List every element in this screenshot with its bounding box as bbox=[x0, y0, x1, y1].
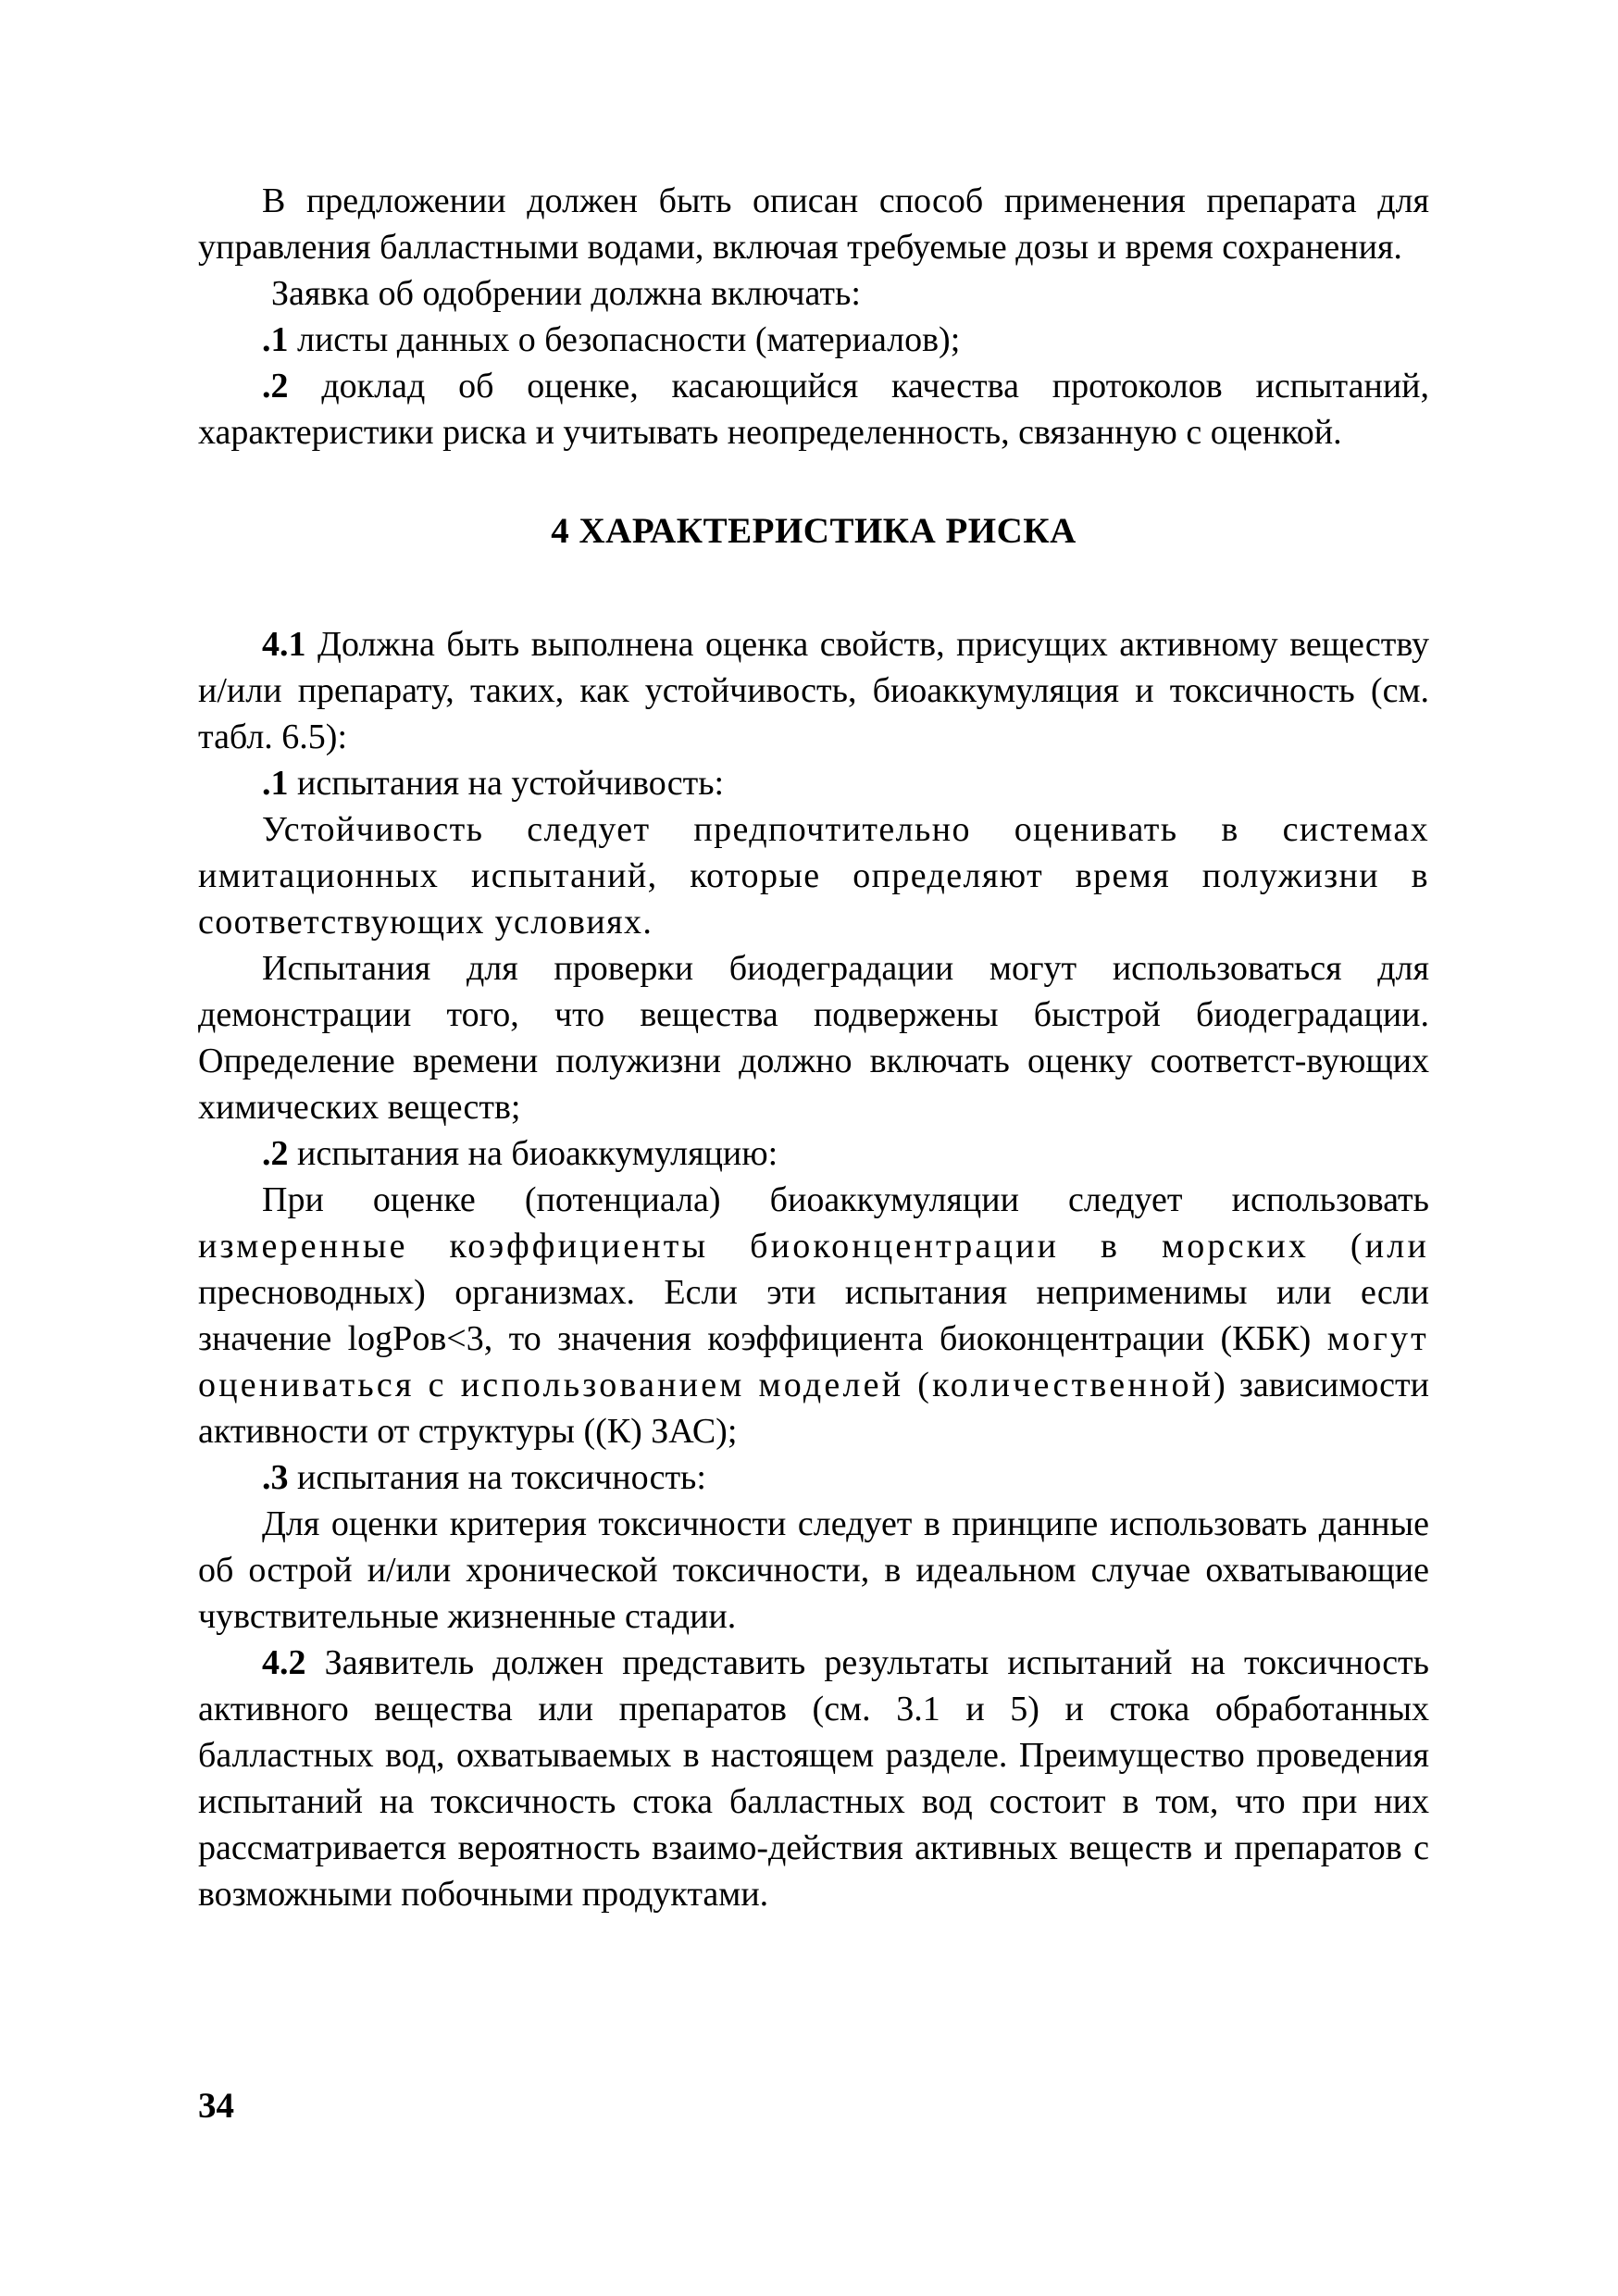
paragraph-biodegradation: Испытания для проверки биодеградации могут использоваться для демонстрации того, что вещества подвержены быстрой биодеградации. Определение времени полужизни должно включать оценку соответст-вующих химических веществ; bbox=[198, 949, 1429, 1127]
text-segment-spaced: измеренные коэффициенты биоконцентрации в морских (или bbox=[198, 1227, 1429, 1266]
subitem-bioaccumulation-heading bbox=[198, 1130, 1429, 1177]
list-item-text: листы данных о безопасности (материалов); bbox=[288, 320, 961, 359]
subitem-number: .3 bbox=[262, 1458, 289, 1497]
subitem-text: испытания на токсичность: bbox=[288, 1458, 706, 1497]
paragraph-application-intro: Заявка об одобрении должна включать: bbox=[271, 274, 861, 313]
clause-4-2 bbox=[198, 1640, 1429, 1917]
subitem-number: .2 bbox=[262, 1134, 289, 1173]
subitem-toxicity-heading bbox=[198, 1454, 1429, 1501]
list-item-number: .1 bbox=[262, 320, 289, 359]
clause-text: Заявитель должен представить результаты испытаний на токсичность активного вещества или препаратов (см. 3.1 и 5) и стока обработанных балластных вод, охватываемых в настоящем разделе. Преимущество проведения испытаний на токсичность стока балластных вод состоит в том, что при них рассматривается вероятность взаимо-действия активных веществ и препаратов с возможными побочными продуктами. bbox=[198, 1643, 1429, 1914]
clause-4-1 bbox=[198, 621, 1429, 760]
clause-number: 4.2 bbox=[262, 1643, 306, 1682]
paragraph-toxicity: Для оценки критерия токсичности следует в принципе использовать данные об острой и/или хронической токсичности, в идеальном случае охватывающие чувствительные жизненные стадии. bbox=[198, 1504, 1429, 1636]
subitem-text: испытания на устойчивость: bbox=[288, 764, 725, 803]
list-item-number: .2 bbox=[262, 367, 289, 406]
body-text bbox=[198, 178, 1429, 1917]
text-segment: зависимости активности от структуры ((К) ЗАС); bbox=[198, 1366, 1429, 1451]
list-item-text: доклад об оценке, касающийся качества протоколов испытаний, характеристики риска и учитывать неопределенность, связанную с оценкой. bbox=[198, 367, 1429, 452]
list-item-2 bbox=[198, 363, 1429, 455]
subitem-number: .1 bbox=[262, 764, 289, 803]
subitem-persistence-heading bbox=[198, 760, 1429, 806]
subitem-text: испытания на биоаккумуляцию: bbox=[288, 1134, 778, 1173]
page-number: 34 bbox=[198, 2086, 234, 2126]
list-item-1 bbox=[198, 317, 1429, 363]
paragraph-bioaccumulation bbox=[198, 1177, 1429, 1454]
paragraph-proposal-description: В предложении должен быть описан способ применения препарата для управления балластными водами, включая требуемые дозы и время сохранения. bbox=[198, 181, 1429, 267]
text-segment-spaced: могут оцениваться с использованием моделей (количественной) bbox=[198, 1319, 1429, 1404]
section-heading: 4 ХАРАКТЕРИСТИКА РИСКА bbox=[551, 511, 1077, 551]
text-segment: пресноводных) организмах. Если эти испытания неприменимы или если значение logPов<3, то значения коэффициента биоконцентрации (КБК) bbox=[198, 1273, 1429, 1358]
paragraph-persistence: Устойчивость следует предпочтительно оценивать в системах имитационных испытаний, которые определяют время полужизни в соответствующих условиях. bbox=[198, 810, 1429, 942]
text-segment: При оценке (потенциала) биоаккумуляции следует использовать bbox=[262, 1180, 1429, 1219]
clause-number: 4.1 bbox=[262, 625, 306, 664]
clause-text: Должна быть выполнена оценка свойств, присущих активному веществу и/или препарату, таких, как устойчивость, биоаккумуляция и токсичность (см. табл. 6.5): bbox=[198, 625, 1429, 756]
